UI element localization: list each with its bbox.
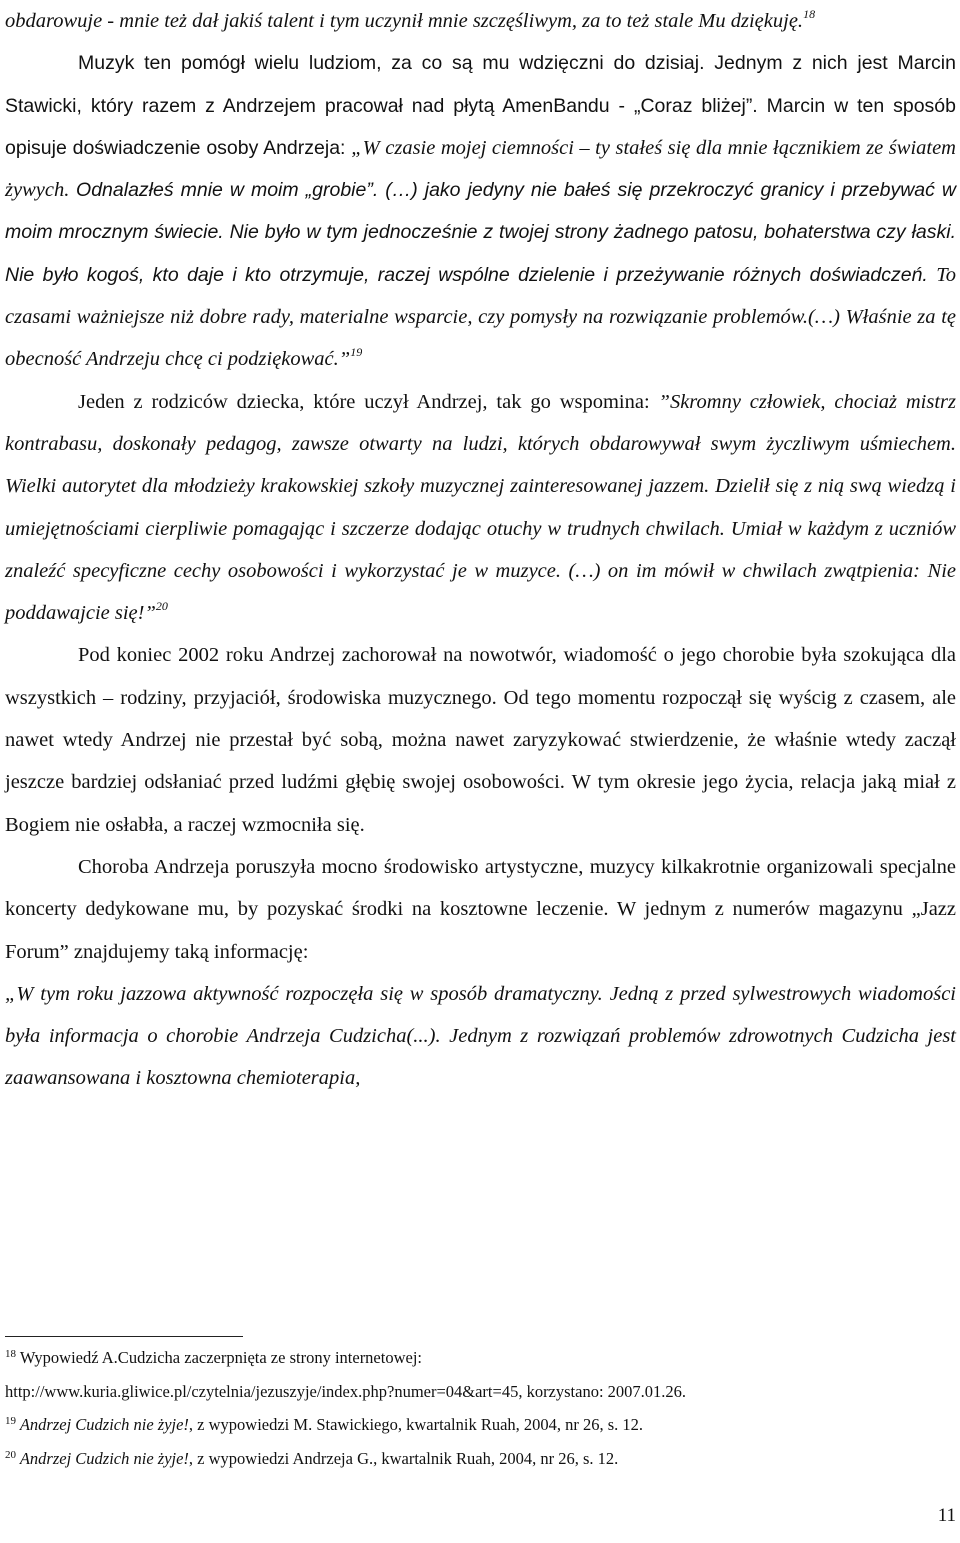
footnote-text: , z wypowiedzi Andrzeja G., kwartalnik Ruah, 2004, nr 26, s. 12. — [188, 1448, 619, 1468]
paragraph-4: Pod koniec 2002 roku Andrzej zachorował na nowotwór, wiadomość o jego chorobie była szokująca dla wszystkich – rodziny, przyjaciół, środowiska muzycznego. Od tego momentu rozpoczął się wyścig z czasem, ale nawet wtedy Andrzej nie przestał być sobą, można nawet zaryzykować stwierdzenie, że właśnie wtedy zaczął jeszcze bardziej odsłaniać przed ludźmi głębię swojej osobowości. W tym okresie jego życia, relacja jaką miał z Bogiem nie osłabła, a raczej wzmocniła się. — [5, 644, 956, 836]
footnote-18-url — [5, 1375, 956, 1409]
paragraph-1 — [5, 0, 956, 42]
paragraph-3 — [5, 381, 956, 635]
jazz-forum-quote: „W tym roku jazzowa aktywność rozpoczęła się w sposób dramatyczny. Jedną z przed sylwestrowych wiadomości była informacja o chorobie Andrzeja Cudzicha(...). Jednym z rozwiązań problemów zdrowotnych Cudzicha jest zaawansowana i kosztowna chemioterapia, — [5, 982, 956, 1090]
footnote-number: 18 — [5, 1348, 16, 1360]
footnote-ref-18: 18 — [803, 7, 816, 21]
footnote-18 — [5, 1341, 956, 1375]
paragraph-3-text: Jeden z rodziców dziecka, które uczył Andrzej, tak go wspomina: — [78, 390, 659, 413]
footnote-text: , z wypowiedzi M. Stawickiego, kwartalnik Ruah, 2004, nr 26, s. 12. — [188, 1415, 644, 1434]
footnote-20 — [5, 1442, 956, 1476]
footnote-ref-19: 19 — [350, 345, 363, 360]
footnote-number: 20 — [5, 1448, 16, 1461]
stawicki-quote-part-2: Odnalazłeś mnie w moim „grobie”. (…) jako jedyny nie bałeś się przekroczyć granicy i przebywać w moim mrocznym świecie. Nie było w tym jednocześnie z twojej strony żadnego patosu, bohaterstwa czy łaski. Nie było kogoś, kto daje i kto otrzymuje, raczej wspólne dzielenie i przeżywanie różnych doświadczeń. — [5, 179, 956, 286]
footnote-ref-20: 20 — [155, 599, 168, 614]
footnote-url-text: http://www.kuria.gliwice.pl/czytelnia/jezuszyje/index.php?numer=04&art=45, korzystano: 2007.01.26. — [5, 1381, 687, 1401]
parent-quote: ”Skromny człowiek, chociaż mistrz kontrabasu, doskonały pedagog, zawsze otwarty na ludzi, których obdarowywał swym życzliwym uśmiechem. Wielki autorytet dla młodzieży krakowskiej szkoły muzycznej zainteresowanej jazzem. Dzielił się z nią swą wiedzą i umiejętnościami cierpliwie pomagając i szczerze dodając otuchy w trudnych chwilach. Umiał w każdym z uczniów znaleźć specyficzne cechy osobowości i wykorzystać je w muzyce. (…) on im mówił w chwilach zwątpienia: Nie poddawajcie się!” — [5, 390, 956, 625]
stawicki-quote-part-3: To czasami ważniejsze niż dobre rady, materialne wsparcie, czy pomysły na rozwiązanie problemów.(…) Właśnie za tę obecność Andrzeju chcę ci podziękować.” — [5, 263, 956, 371]
paragraph-1-text: obdarowuje - mnie też dał jakiś talent i tym uczynił mnie szczęśliwym, za to też stale Mu dziękuję. — [5, 10, 804, 32]
footnotes — [5, 1341, 956, 1475]
footnote-text: Wypowiedź A.Cudzicha zaczerpnięta ze strony internetowej: — [16, 1348, 422, 1367]
paragraph-2-text: Muzyk ten pomógł wielu ludziom, za co są mu wdzięczni do dzisiaj. Jednym z nich jest Marcin Stawicki, który razem z Andrzejem pracował nad płytą AmenBandu - „Coraz bliżej”. Marcin w ten sposób opisuje doświadczenie osoby Andrzeja: — [5, 52, 956, 159]
page-number: 11 — [937, 1505, 956, 1526]
footnote-title: Andrzej Cudzich nie żyje! — [16, 1415, 189, 1434]
paragraph-2 — [5, 42, 956, 380]
footnote-separator — [5, 1336, 243, 1337]
footnote-number: 19 — [5, 1415, 16, 1427]
footnote-title: Andrzej Cudzich nie żyje! — [16, 1448, 189, 1468]
paragraph-5: Choroba Andrzeja poruszyła mocno środowisko artystyczne, muzycy kilkakrotnie organizowali specjalne koncerty dedykowane mu, by pozyskać środki na kosztowne leczenie. W jednym z numerów magazynu „Jazz Forum” znajdujemy taką informację: — [5, 855, 956, 963]
stawicki-quote-part-1: „W czasie mojej ciemności – ty stałeś się dla mnie łącznikiem ze światem żywych. — [5, 136, 956, 202]
footnote-19 — [5, 1408, 956, 1442]
body-text — [5, 0, 956, 1100]
